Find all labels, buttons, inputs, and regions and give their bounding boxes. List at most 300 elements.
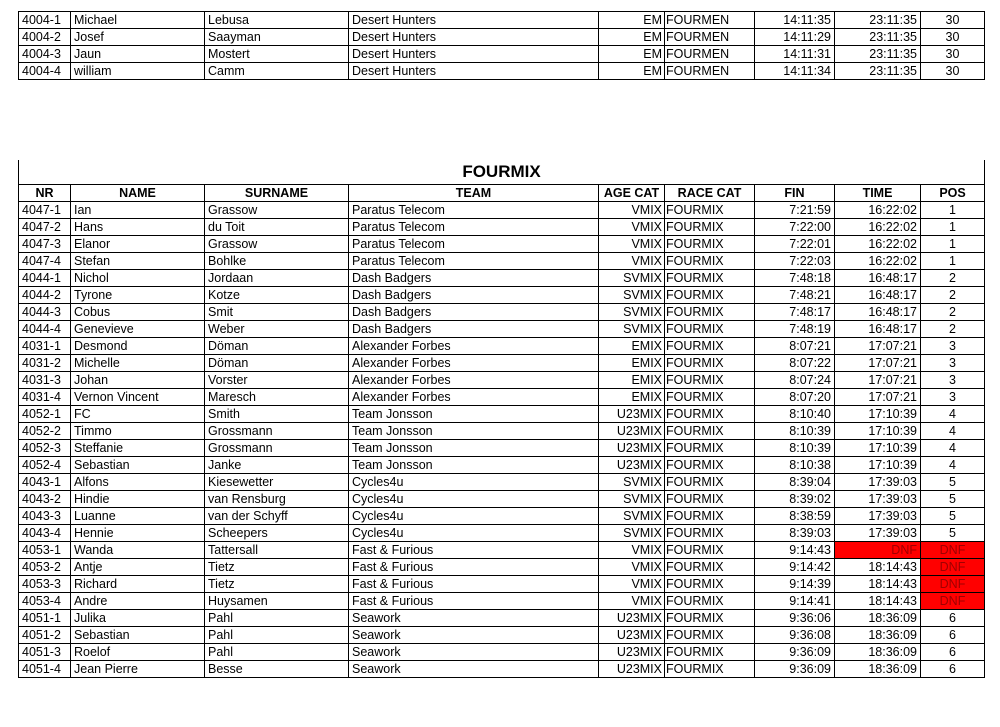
table-row [19, 12, 985, 29]
table-row [19, 252, 985, 269]
cell-time: 17:07:21 [835, 337, 921, 354]
cell-pos: DNF [921, 575, 985, 592]
cell-nr: 4043-3 [19, 507, 71, 524]
cell-nr: 4004-1 [19, 12, 71, 29]
cell-fin: 9:36:06 [755, 609, 835, 626]
cell-time: 17:07:21 [835, 354, 921, 371]
cell-name: Elanor [71, 235, 205, 252]
cell-name: Hindie [71, 490, 205, 507]
cell-time: 18:36:09 [835, 626, 921, 643]
cell-team: Team Jonsson [349, 456, 599, 473]
cell-pos: DNF [921, 592, 985, 609]
cell-race-cat: FOURMIX [665, 388, 755, 405]
cell-race-cat: FOURMIX [665, 269, 755, 286]
cell-surname: Jordaan [205, 269, 349, 286]
cell-surname: van der Schyff [205, 507, 349, 524]
cell-surname: Döman [205, 354, 349, 371]
cell-team: Seawork [349, 643, 599, 660]
table-row [19, 29, 985, 46]
cell-age-cat: U23MIX [599, 643, 665, 660]
cell-age-cat: EMIX [599, 354, 665, 371]
cell-name: Desmond [71, 337, 205, 354]
cell-fin: 9:14:39 [755, 575, 835, 592]
cell-time: 23:11:35 [835, 12, 921, 29]
cell-name: Timmo [71, 422, 205, 439]
cell-fin: 7:48:19 [755, 320, 835, 337]
cell-surname: Tietz [205, 575, 349, 592]
cell-nr: 4051-2 [19, 626, 71, 643]
cell-age-cat: EM [599, 29, 665, 46]
cell-surname: Kiesewetter [205, 473, 349, 490]
cell-fin: 8:38:59 [755, 507, 835, 524]
cell-age-cat: SVMIX [599, 524, 665, 541]
header-age-cat: AGE CAT [599, 184, 665, 201]
cell-race-cat: FOURMIX [665, 235, 755, 252]
cell-team: Seawork [349, 609, 599, 626]
cell-team: Dash Badgers [349, 303, 599, 320]
cell-nr: 4047-1 [19, 201, 71, 218]
cell-surname: Vorster [205, 371, 349, 388]
cell-fin: 7:22:01 [755, 235, 835, 252]
cell-surname: Pahl [205, 626, 349, 643]
cell-fin: 8:39:02 [755, 490, 835, 507]
cell-fin: 8:10:40 [755, 405, 835, 422]
cell-team: Alexander Forbes [349, 354, 599, 371]
cell-nr: 4004-3 [19, 46, 71, 63]
cell-fin: 9:14:43 [755, 541, 835, 558]
cell-surname: Grossmann [205, 439, 349, 456]
cell-race-cat: FOURMIX [665, 252, 755, 269]
cell-race-cat: FOURMIX [665, 218, 755, 235]
section-title: FOURMIX [19, 160, 985, 184]
cell-nr: 4043-2 [19, 490, 71, 507]
column-header-row [19, 184, 985, 201]
table-row [19, 405, 985, 422]
cell-surname: Smit [205, 303, 349, 320]
cell-team: Paratus Telecom [349, 235, 599, 252]
cell-time: 17:39:03 [835, 524, 921, 541]
cell-nr: 4052-3 [19, 439, 71, 456]
cell-race-cat: FOURMEN [665, 63, 755, 80]
cell-race-cat: FOURMIX [665, 337, 755, 354]
cell-pos: 4 [921, 422, 985, 439]
table-row [19, 609, 985, 626]
cell-surname: Tattersall [205, 541, 349, 558]
cell-age-cat: VMIX [599, 218, 665, 235]
table-row [19, 46, 985, 63]
cell-age-cat: EM [599, 12, 665, 29]
cell-pos: 4 [921, 439, 985, 456]
cell-age-cat: U23MIX [599, 456, 665, 473]
table-row [19, 422, 985, 439]
cell-surname: Weber [205, 320, 349, 337]
cell-age-cat: SVMIX [599, 473, 665, 490]
cell-name: Julika [71, 609, 205, 626]
cell-team: Team Jonsson [349, 405, 599, 422]
cell-age-cat: VMIX [599, 558, 665, 575]
cell-name: Jaun [71, 46, 205, 63]
section-title-row [19, 160, 985, 184]
cell-name: Nichol [71, 269, 205, 286]
cell-pos: 5 [921, 490, 985, 507]
cell-name: Tyrone [71, 286, 205, 303]
cell-name: Sebastian [71, 626, 205, 643]
cell-age-cat: SVMIX [599, 269, 665, 286]
cell-team: Desert Hunters [349, 63, 599, 80]
cell-team: Fast & Furious [349, 558, 599, 575]
cell-team: Desert Hunters [349, 46, 599, 63]
cell-time: 17:07:21 [835, 371, 921, 388]
header-nr: NR [19, 184, 71, 201]
cell-nr: 4004-4 [19, 63, 71, 80]
cell-nr: 4047-2 [19, 218, 71, 235]
cell-time: 16:22:02 [835, 218, 921, 235]
cell-pos: 1 [921, 252, 985, 269]
cell-pos: 30 [921, 63, 985, 80]
cell-race-cat: FOURMIX [665, 490, 755, 507]
cell-nr: 4031-3 [19, 371, 71, 388]
cell-pos: 5 [921, 507, 985, 524]
cell-age-cat: SVMIX [599, 507, 665, 524]
cell-name: Antje [71, 558, 205, 575]
cell-age-cat: SVMIX [599, 490, 665, 507]
cell-surname: Grassow [205, 235, 349, 252]
cell-age-cat: VMIX [599, 235, 665, 252]
cell-time: 23:11:35 [835, 63, 921, 80]
cell-team: Team Jonsson [349, 439, 599, 456]
cell-fin: 8:10:39 [755, 422, 835, 439]
cell-fin: 8:07:20 [755, 388, 835, 405]
cell-age-cat: EMIX [599, 371, 665, 388]
cell-name: Richard [71, 575, 205, 592]
cell-race-cat: FOURMIX [665, 558, 755, 575]
cell-age-cat: SVMIX [599, 286, 665, 303]
cell-race-cat: FOURMIX [665, 609, 755, 626]
cell-time: 16:48:17 [835, 269, 921, 286]
cell-nr: 4031-1 [19, 337, 71, 354]
table-row [19, 524, 985, 541]
cell-fin: 8:07:21 [755, 337, 835, 354]
cell-nr: 4044-2 [19, 286, 71, 303]
cell-fin: 8:07:22 [755, 354, 835, 371]
cell-team: Fast & Furious [349, 592, 599, 609]
cell-team: Cycles4u [349, 524, 599, 541]
table-row [19, 473, 985, 490]
cell-pos: 2 [921, 303, 985, 320]
header-fin: FIN [755, 184, 835, 201]
cell-name: Genevieve [71, 320, 205, 337]
cell-age-cat: EM [599, 46, 665, 63]
cell-nr: 4043-1 [19, 473, 71, 490]
cell-name: Alfons [71, 473, 205, 490]
cell-surname: Saayman [205, 29, 349, 46]
cell-team: Dash Badgers [349, 320, 599, 337]
cell-nr: 4031-4 [19, 388, 71, 405]
cell-fin: 9:14:41 [755, 592, 835, 609]
cell-age-cat: EMIX [599, 388, 665, 405]
cell-fin: 8:10:39 [755, 439, 835, 456]
cell-age-cat: SVMIX [599, 320, 665, 337]
cell-name: Hennie [71, 524, 205, 541]
cell-nr: 4051-4 [19, 660, 71, 677]
cell-age-cat: VMIX [599, 252, 665, 269]
cell-time: 17:10:39 [835, 456, 921, 473]
cell-race-cat: FOURMIX [665, 541, 755, 558]
cell-time: DNF [835, 541, 921, 558]
cell-age-cat: U23MIX [599, 439, 665, 456]
cell-name: Steffanie [71, 439, 205, 456]
cell-surname: Scheepers [205, 524, 349, 541]
cell-surname: Tietz [205, 558, 349, 575]
cell-pos: 2 [921, 269, 985, 286]
header-race-cat: RACE CAT [665, 184, 755, 201]
table-row [19, 303, 985, 320]
cell-race-cat: FOURMEN [665, 29, 755, 46]
cell-time: 16:48:17 [835, 303, 921, 320]
cell-time: 17:10:39 [835, 405, 921, 422]
cell-race-cat: FOURMIX [665, 643, 755, 660]
cell-team: Cycles4u [349, 473, 599, 490]
cell-pos: 3 [921, 354, 985, 371]
cell-surname: Camm [205, 63, 349, 80]
cell-surname: du Toit [205, 218, 349, 235]
cell-team: Desert Hunters [349, 12, 599, 29]
cell-fin: 14:11:35 [755, 12, 835, 29]
cell-fin: 8:07:24 [755, 371, 835, 388]
cell-nr: 4004-2 [19, 29, 71, 46]
cell-race-cat: FOURMEN [665, 12, 755, 29]
cell-pos: 4 [921, 405, 985, 422]
cell-name: Wanda [71, 541, 205, 558]
cell-name: Michelle [71, 354, 205, 371]
cell-fin: 9:36:09 [755, 660, 835, 677]
cell-time: 23:11:35 [835, 46, 921, 63]
cell-pos: 5 [921, 524, 985, 541]
table-row [19, 558, 985, 575]
cell-time: 17:39:03 [835, 490, 921, 507]
cell-surname: van Rensburg [205, 490, 349, 507]
header-name: NAME [71, 184, 205, 201]
cell-surname: Bohlke [205, 252, 349, 269]
table-row [19, 286, 985, 303]
cell-team: Cycles4u [349, 507, 599, 524]
table-row [19, 490, 985, 507]
cell-nr: 4052-2 [19, 422, 71, 439]
cell-time: 23:11:35 [835, 29, 921, 46]
cell-time: 17:10:39 [835, 439, 921, 456]
table-row [19, 218, 985, 235]
cell-pos: 3 [921, 337, 985, 354]
cell-age-cat: U23MIX [599, 660, 665, 677]
table-row [19, 541, 985, 558]
cell-pos: DNF [921, 558, 985, 575]
cell-pos: 5 [921, 473, 985, 490]
cell-name: Hans [71, 218, 205, 235]
cell-surname: Mostert [205, 46, 349, 63]
cell-fin: 7:48:17 [755, 303, 835, 320]
cell-name: Ian [71, 201, 205, 218]
cell-surname: Kotze [205, 286, 349, 303]
cell-nr: 4031-2 [19, 354, 71, 371]
cell-pos: 30 [921, 29, 985, 46]
cell-name: FC [71, 405, 205, 422]
cell-pos: 6 [921, 609, 985, 626]
cell-name: Luanne [71, 507, 205, 524]
header-surname: SURNAME [205, 184, 349, 201]
cell-nr: 4051-3 [19, 643, 71, 660]
cell-team: Cycles4u [349, 490, 599, 507]
previous-category-table [18, 11, 985, 80]
cell-race-cat: FOURMIX [665, 456, 755, 473]
table-row [19, 439, 985, 456]
cell-name: Stefan [71, 252, 205, 269]
cell-name: Cobus [71, 303, 205, 320]
cell-pos: 1 [921, 201, 985, 218]
cell-race-cat: FOURMIX [665, 592, 755, 609]
cell-nr: 4044-4 [19, 320, 71, 337]
cell-nr: 4053-1 [19, 541, 71, 558]
table-row [19, 371, 985, 388]
cell-team: Fast & Furious [349, 575, 599, 592]
cell-nr: 4051-1 [19, 609, 71, 626]
cell-surname: Grassow [205, 201, 349, 218]
cell-time: 17:07:21 [835, 388, 921, 405]
cell-time: 17:10:39 [835, 422, 921, 439]
table-row [19, 201, 985, 218]
cell-race-cat: FOURMIX [665, 439, 755, 456]
cell-age-cat: VMIX [599, 201, 665, 218]
cell-time: 16:22:02 [835, 252, 921, 269]
cell-surname: Lebusa [205, 12, 349, 29]
cell-nr: 4053-4 [19, 592, 71, 609]
cell-fin: 14:11:34 [755, 63, 835, 80]
cell-fin: 7:48:21 [755, 286, 835, 303]
cell-nr: 4044-3 [19, 303, 71, 320]
cell-pos: 1 [921, 218, 985, 235]
cell-race-cat: FOURMIX [665, 507, 755, 524]
cell-race-cat: FOURMIX [665, 201, 755, 218]
header-time: TIME [835, 184, 921, 201]
cell-race-cat: FOURMIX [665, 303, 755, 320]
cell-pos: 3 [921, 371, 985, 388]
cell-surname: Pahl [205, 609, 349, 626]
cell-fin: 7:22:00 [755, 218, 835, 235]
cell-race-cat: FOURMIX [665, 320, 755, 337]
cell-race-cat: FOURMIX [665, 371, 755, 388]
cell-nr: 4047-4 [19, 252, 71, 269]
cell-age-cat: VMIX [599, 541, 665, 558]
cell-time: 17:39:03 [835, 507, 921, 524]
cell-pos: 30 [921, 12, 985, 29]
cell-race-cat: FOURMIX [665, 422, 755, 439]
cell-age-cat: U23MIX [599, 626, 665, 643]
cell-fin: 9:14:42 [755, 558, 835, 575]
cell-name: Jean Pierre [71, 660, 205, 677]
table-row [19, 626, 985, 643]
table-row [19, 643, 985, 660]
cell-surname: Besse [205, 660, 349, 677]
cell-age-cat: EM [599, 63, 665, 80]
table-row [19, 456, 985, 473]
cell-team: Seawork [349, 626, 599, 643]
cell-race-cat: FOURMIX [665, 524, 755, 541]
cell-team: Alexander Forbes [349, 337, 599, 354]
cell-surname: Pahl [205, 643, 349, 660]
cell-name: Michael [71, 12, 205, 29]
fourmix-results-table [18, 160, 985, 678]
cell-time: 18:36:09 [835, 609, 921, 626]
cell-name: Sebastian [71, 456, 205, 473]
cell-surname: Döman [205, 337, 349, 354]
cell-age-cat: U23MIX [599, 405, 665, 422]
fourmix-rows [19, 201, 985, 677]
cell-surname: Huysamen [205, 592, 349, 609]
cell-nr: 4053-3 [19, 575, 71, 592]
table-row [19, 269, 985, 286]
cell-race-cat: FOURMIX [665, 660, 755, 677]
cell-name: Johan [71, 371, 205, 388]
cell-fin: 14:11:31 [755, 46, 835, 63]
cell-fin: 7:21:59 [755, 201, 835, 218]
cell-surname: Janke [205, 456, 349, 473]
table-row [19, 235, 985, 252]
cell-time: 16:48:17 [835, 286, 921, 303]
cell-surname: Smith [205, 405, 349, 422]
cell-fin: 7:48:18 [755, 269, 835, 286]
cell-age-cat: SVMIX [599, 303, 665, 320]
cell-time: 18:36:09 [835, 660, 921, 677]
cell-surname: Maresch [205, 388, 349, 405]
cell-fin: 8:10:38 [755, 456, 835, 473]
cell-race-cat: FOURMIX [665, 354, 755, 371]
table-row [19, 592, 985, 609]
cell-fin: 9:36:08 [755, 626, 835, 643]
previous-category-rows [19, 12, 985, 80]
table-row [19, 337, 985, 354]
cell-name: Andre [71, 592, 205, 609]
cell-team: Paratus Telecom [349, 218, 599, 235]
cell-team: Team Jonsson [349, 422, 599, 439]
cell-time: 17:39:03 [835, 473, 921, 490]
cell-race-cat: FOURMIX [665, 626, 755, 643]
cell-nr: 4047-3 [19, 235, 71, 252]
cell-team: Alexander Forbes [349, 371, 599, 388]
cell-name: Josef [71, 29, 205, 46]
cell-time: 18:14:43 [835, 558, 921, 575]
cell-race-cat: FOURMIX [665, 473, 755, 490]
cell-team: Desert Hunters [349, 29, 599, 46]
cell-fin: 7:22:03 [755, 252, 835, 269]
cell-nr: 4052-1 [19, 405, 71, 422]
table-row [19, 507, 985, 524]
cell-team: Alexander Forbes [349, 388, 599, 405]
cell-pos: 6 [921, 626, 985, 643]
cell-pos: 1 [921, 235, 985, 252]
cell-age-cat: EMIX [599, 337, 665, 354]
cell-pos: 2 [921, 286, 985, 303]
cell-fin: 9:36:09 [755, 643, 835, 660]
cell-age-cat: U23MIX [599, 609, 665, 626]
cell-nr: 4043-4 [19, 524, 71, 541]
table-row [19, 575, 985, 592]
cell-fin: 14:11:29 [755, 29, 835, 46]
cell-name: Vernon Vincent [71, 388, 205, 405]
cell-age-cat: VMIX [599, 592, 665, 609]
table-row [19, 388, 985, 405]
cell-pos: 2 [921, 320, 985, 337]
cell-pos: 4 [921, 456, 985, 473]
table-row [19, 660, 985, 677]
